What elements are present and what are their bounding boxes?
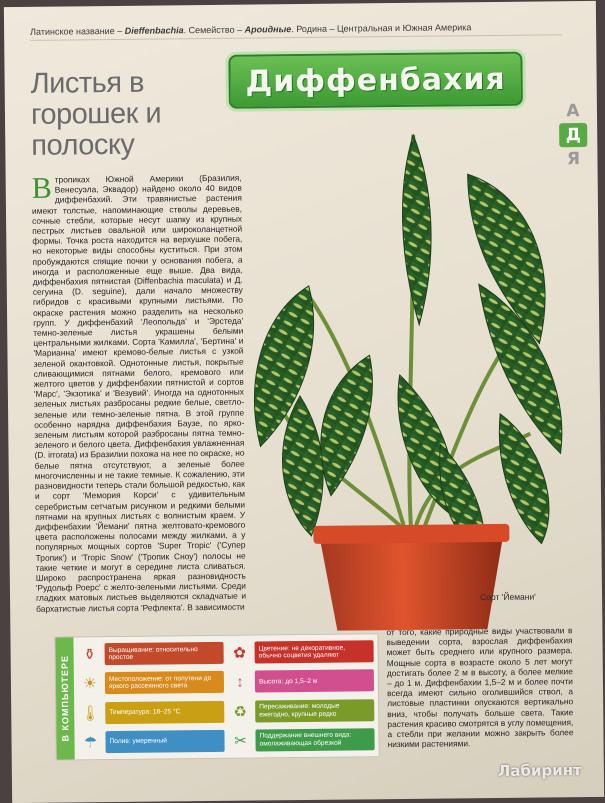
info-item [228, 668, 374, 696]
info-item [78, 669, 224, 697]
article-continuation: от того, какие природные виды участвовали в выведении сорта, взрослая диффенбахия может быть среднего или крупного размера. Мощные сорта в возрасте около 5 лет могут достигать более 2 м в высоту, а более мелкие – до 1 м. Диффенбахии 1,5–2 м и более почти всегда имеют сильно оголившийся ствол, а листовые пластинки опускаются вертикально вниз, чтобы получать больше света. Такие растения красиво смотрятся в углу помещения, а стебли при желании можно закрыть более низкими растениями. [386, 625, 574, 750]
labirint-watermark: Лабиринт [497, 761, 582, 780]
info-item-text: Температура: 18–25 °С [105, 700, 224, 723]
info-item-text: Выращивание: относительно простое [105, 642, 224, 665]
magazine-page [4, 1, 604, 803]
info-panel-side-label: В КОМПЬЮТЕРЕ [55, 637, 74, 759]
page-header [30, 21, 562, 41]
alphabet-letter-last: Я [566, 149, 581, 170]
alphabet-letter-current: Д [559, 123, 587, 147]
watering-can-icon: ☂ [83, 734, 98, 752]
page-title: Диффенбахия [245, 61, 506, 100]
care-info-panel [54, 633, 379, 760]
thermometer-icon: 🌡 [80, 704, 100, 722]
repot-icon: ♻ [233, 703, 248, 721]
title-banner [228, 52, 523, 109]
info-item [228, 697, 374, 725]
latin-name: Dieffenbachia [124, 25, 184, 36]
flower-icon: ✿ [233, 644, 246, 662]
info-item-text: Местоположение: от полутени до яркого рассеянного света [105, 671, 224, 694]
pot-icon: ⚱ [83, 646, 97, 664]
family-name: Ароидные [244, 24, 292, 35]
info-item [228, 726, 374, 754]
article-headline: Листья в горошек и полоску [30, 66, 162, 162]
info-item [78, 728, 224, 756]
info-item-text: Поддержание внешнего вида: омолаживающая обрезкой [255, 728, 374, 751]
height-icon: ↕ [236, 673, 244, 691]
info-item-text: Пересаживание: молодые ежегодно, крупные редко [255, 699, 374, 722]
info-item [227, 638, 373, 666]
scissors-icon: ✂ [234, 732, 247, 750]
family-label: . Семейство – [183, 24, 245, 36]
drop-cap: В [31, 171, 52, 205]
info-item [78, 698, 224, 726]
info-item-text: Цветение: не декоративное, обычно соцветия удаляют [255, 640, 374, 663]
info-item-text: Полив: умеренный [105, 730, 224, 753]
article-paragraph: тропиках Южной Америки (Бразилия, Венесуэла, Эквадор) найдено около 40 видов диффенбахий. Эти травянистые растения имеют толстые, напоминающие стволы деревьев, сочные стебли, которые несут шапку из крупных пестрых листьев овальной или широколанцетной формы. Точка роста находится на верхушке побега, но некоторые виды способны куститься. При этом пробуждаются спящие почки у основания побега, а иногда и расположенные еще выше. Два вида, диффенбахия пятнистая (Diffenbachia maculata) и Д. сегуина (D. seguine), дали начало множеству гибридов с красивыми крупными листьями. По окраске растения можно разделить на несколько групп. У диффенбахий 'Леопольда' и 'Эрстеда' темно-зеленые листья украшены белыми центральными жилками. Сорта 'Камилла', 'Бертина' и 'Марианна' имеют кремово-белые листья с узкой зеленой окантовкой. Однотонные листья, покрытые сливающимися пятнами белого, кремового или желтого цветов у диффенбахии пятнистой и сортов 'Марс', 'Экзотика' и 'Везувий'. Иногда на однотонных зеленых листьях разбросаны редкие белые, светло-зеленые или темно-зеленые пятна. В этой группе особенно нарядна диффенбахия Баузе, по ярко-зеленым листьям которой разбросаны пятна темно-зеленого и белого цвета. Диффенбахия увлажненная (D. irrorata) из Бразилии похожа на нее по окраске, но белые пятна отсутствуют, а зеленые более многочисленны и не такие темные. К сожалению, эти разновидности теперь стали большой редкостью, как и сорт 'Мемория Корси' с удивительным серебристым сетчатым рисунком и редкими белыми пятнами на крупных листьях с волнистым краем. У диффенбахии 'Йемани' пятна желтовато-кремового цвета расположены полосами между жилками, а у популярных мощных сортов 'Super Tropic' ('Супер Тропик') и 'Tropic Snow' ('Тропик Сноу') полосы не такие четкие и могут в середине листа сливаться. Широко распространена яркая разновидность 'Рудольф Роерс' с желто-зелеными листьями. Среди гладких матовых листьев выделяются складчатые и бархатистые листья сорта 'Рефлекта'. В зависимости [31, 172, 247, 614]
latin-label: Латинское название – [30, 25, 125, 37]
photo-caption: Сорт 'Йемани' [480, 591, 536, 603]
homeland-name: Центральная и Южная Америка [336, 22, 472, 34]
info-grid [77, 638, 374, 755]
alphabet-letter-first: А [566, 101, 580, 122]
info-item [77, 640, 223, 668]
sun-icon: ☀ [83, 675, 97, 693]
homeland-label: . Родина – [291, 23, 338, 35]
info-item-text: Высота: до 1,5–2 м [255, 670, 374, 693]
article-body [32, 171, 367, 613]
